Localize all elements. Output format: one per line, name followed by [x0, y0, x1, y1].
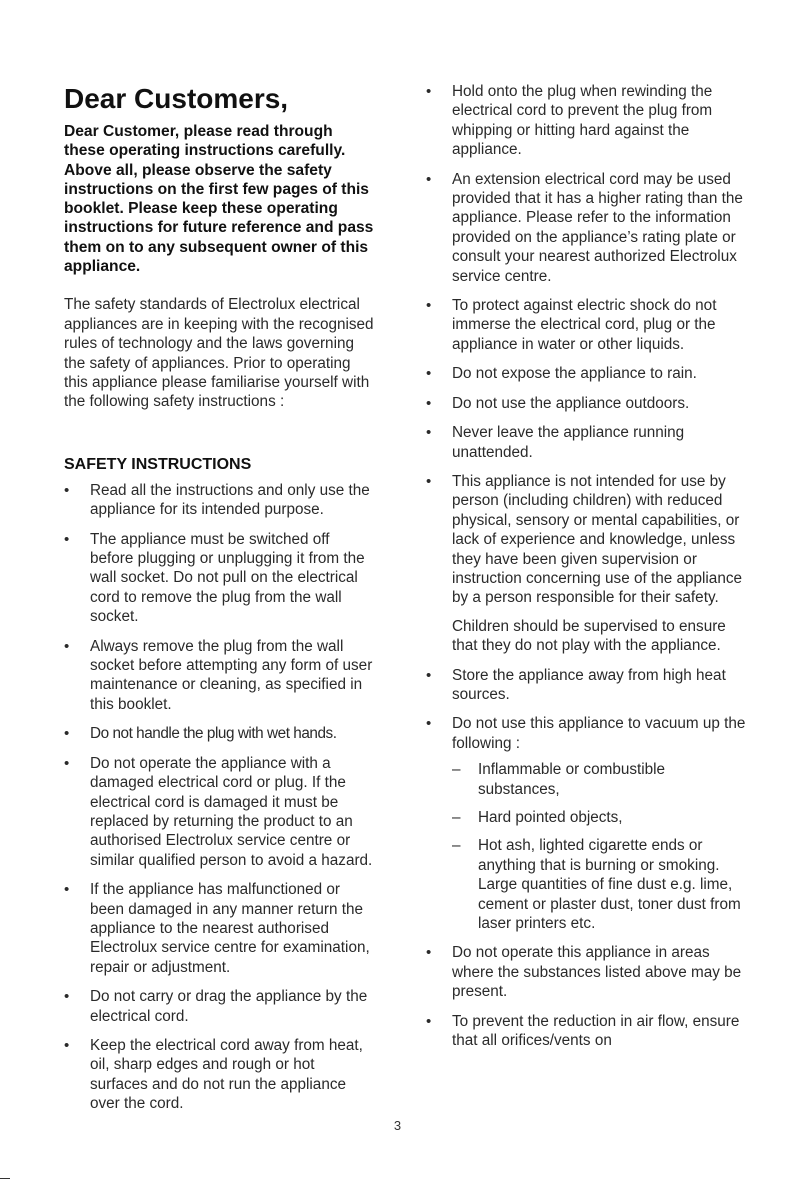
sublist-item: – Inflammable or combustible substances, — [452, 760, 746, 799]
safety-list-left — [64, 481, 374, 1114]
list-item: • An extension electrical cord may be used provided that it has a higher rating than the appliance. Please refer to the information provided on the appliance’s rating plate or consult your nearest authorized Electrolux service centre. — [426, 170, 746, 286]
vacuum-sublist — [452, 760, 746, 933]
safety-instructions-heading: SAFETY INSTRUCTIONS — [64, 455, 252, 473]
list-item: • Do not expose the appliance to rain. — [426, 364, 746, 383]
list-item: • To prevent the reduction in air flow, ensure that all orifices/vents on — [426, 1012, 746, 1051]
children-supervision-note: Children should be supervised to ensure that they do not play with the appliance. — [452, 617, 726, 655]
safety-list-right — [426, 82, 746, 1050]
list-item: • If the appliance has malfunctioned or been damaged in any manner return the appliance to the nearest authorised Electrolux service centre for examination, repair or adjustment. — [64, 880, 374, 977]
page-number: 3 — [393, 1118, 402, 1133]
intro-paragraph: Dear Customer, please read through these operating instructions carefully. Above all, please observe the safety instructions on the first few pages of this booklet. Please keep these operating instructions for future reference and pass them on to any subsequent owner of this appliance. — [64, 123, 374, 276]
list-item: • Do not handle the plug with wet hands. — [64, 724, 374, 743]
list-item: • Read all the instructions and only use the appliance for its intended purpose. — [64, 481, 374, 520]
list-item: • The appliance must be switched off before plugging or unplugging it from the wall socket. Do not pull on the electrical cord to remove the plug from the wall socket. — [64, 530, 374, 627]
list-item: • Keep the electrical cord away from heat, oil, sharp edges and rough or hot surfaces and do not run the appliance over the cord. — [64, 1036, 374, 1114]
list-item: • Store the appliance away from high heat sources. — [426, 666, 746, 705]
list-item: • Hold onto the plug when rewinding the electrical cord to prevent the plug from whipping or hitting hard against the appliance. — [426, 82, 746, 160]
list-item: • Do not use the appliance outdoors. — [426, 394, 746, 413]
list-item: • Never leave the appliance running unattended. — [426, 423, 746, 462]
children-warning-text: • This appliance is not intended for use by person (including children) with reduced physical, sensory or mental capabilities, or lack of experience and knowledge, unless they have been given supervision or instruction concerning use of the appliance by a person responsible for their safety. — [452, 472, 742, 607]
right-column — [426, 82, 746, 1060]
vacuum-warning-text: • Do not use this appliance to vacuum up the following : — [452, 715, 746, 752]
list-item: • Always remove the plug from the wall socket before attempting any form of user maintenance or cleaning, as specified in this booklet. — [64, 637, 374, 715]
list-item: • To protect against electric shock do not immerse the electrical cord, plug or the appliance in water or other liquids. — [426, 296, 746, 354]
safety-standards-paragraph: The safety standards of Electrolux electrical appliances are in keeping with the recognised rules of technology and the laws governing the safety of appliances. Prior to operating this appliance please familiarise yourself with the following safety instructions : — [64, 296, 374, 411]
list-item-vacuum — [426, 714, 746, 933]
list-item: • Do not operate this appliance in areas where the substances listed above may be present. — [426, 943, 746, 1001]
left-column — [64, 82, 374, 1124]
list-item: • Do not operate the appliance with a damaged electrical cord or plug. If the electrical cord is damaged it must be replaced by returning the product to an authorised Electrolux service centre or similar qualified person to avoid a hazard. — [64, 754, 374, 870]
sublist-item: – Hard pointed objects, — [452, 808, 746, 827]
crop-mark — [0, 1178, 10, 1179]
sublist-item: – Hot ash, lighted cigarette ends or anything that is burning or smoking. Large quantities of fine dust e.g. lime, cement or plaster dust, toner dust from laser printers etc. — [452, 836, 746, 933]
page-title: Dear Customers, — [64, 83, 289, 114]
list-item: • Do not carry or drag the appliance by the electrical cord. — [64, 987, 374, 1026]
list-item-children — [426, 472, 746, 656]
